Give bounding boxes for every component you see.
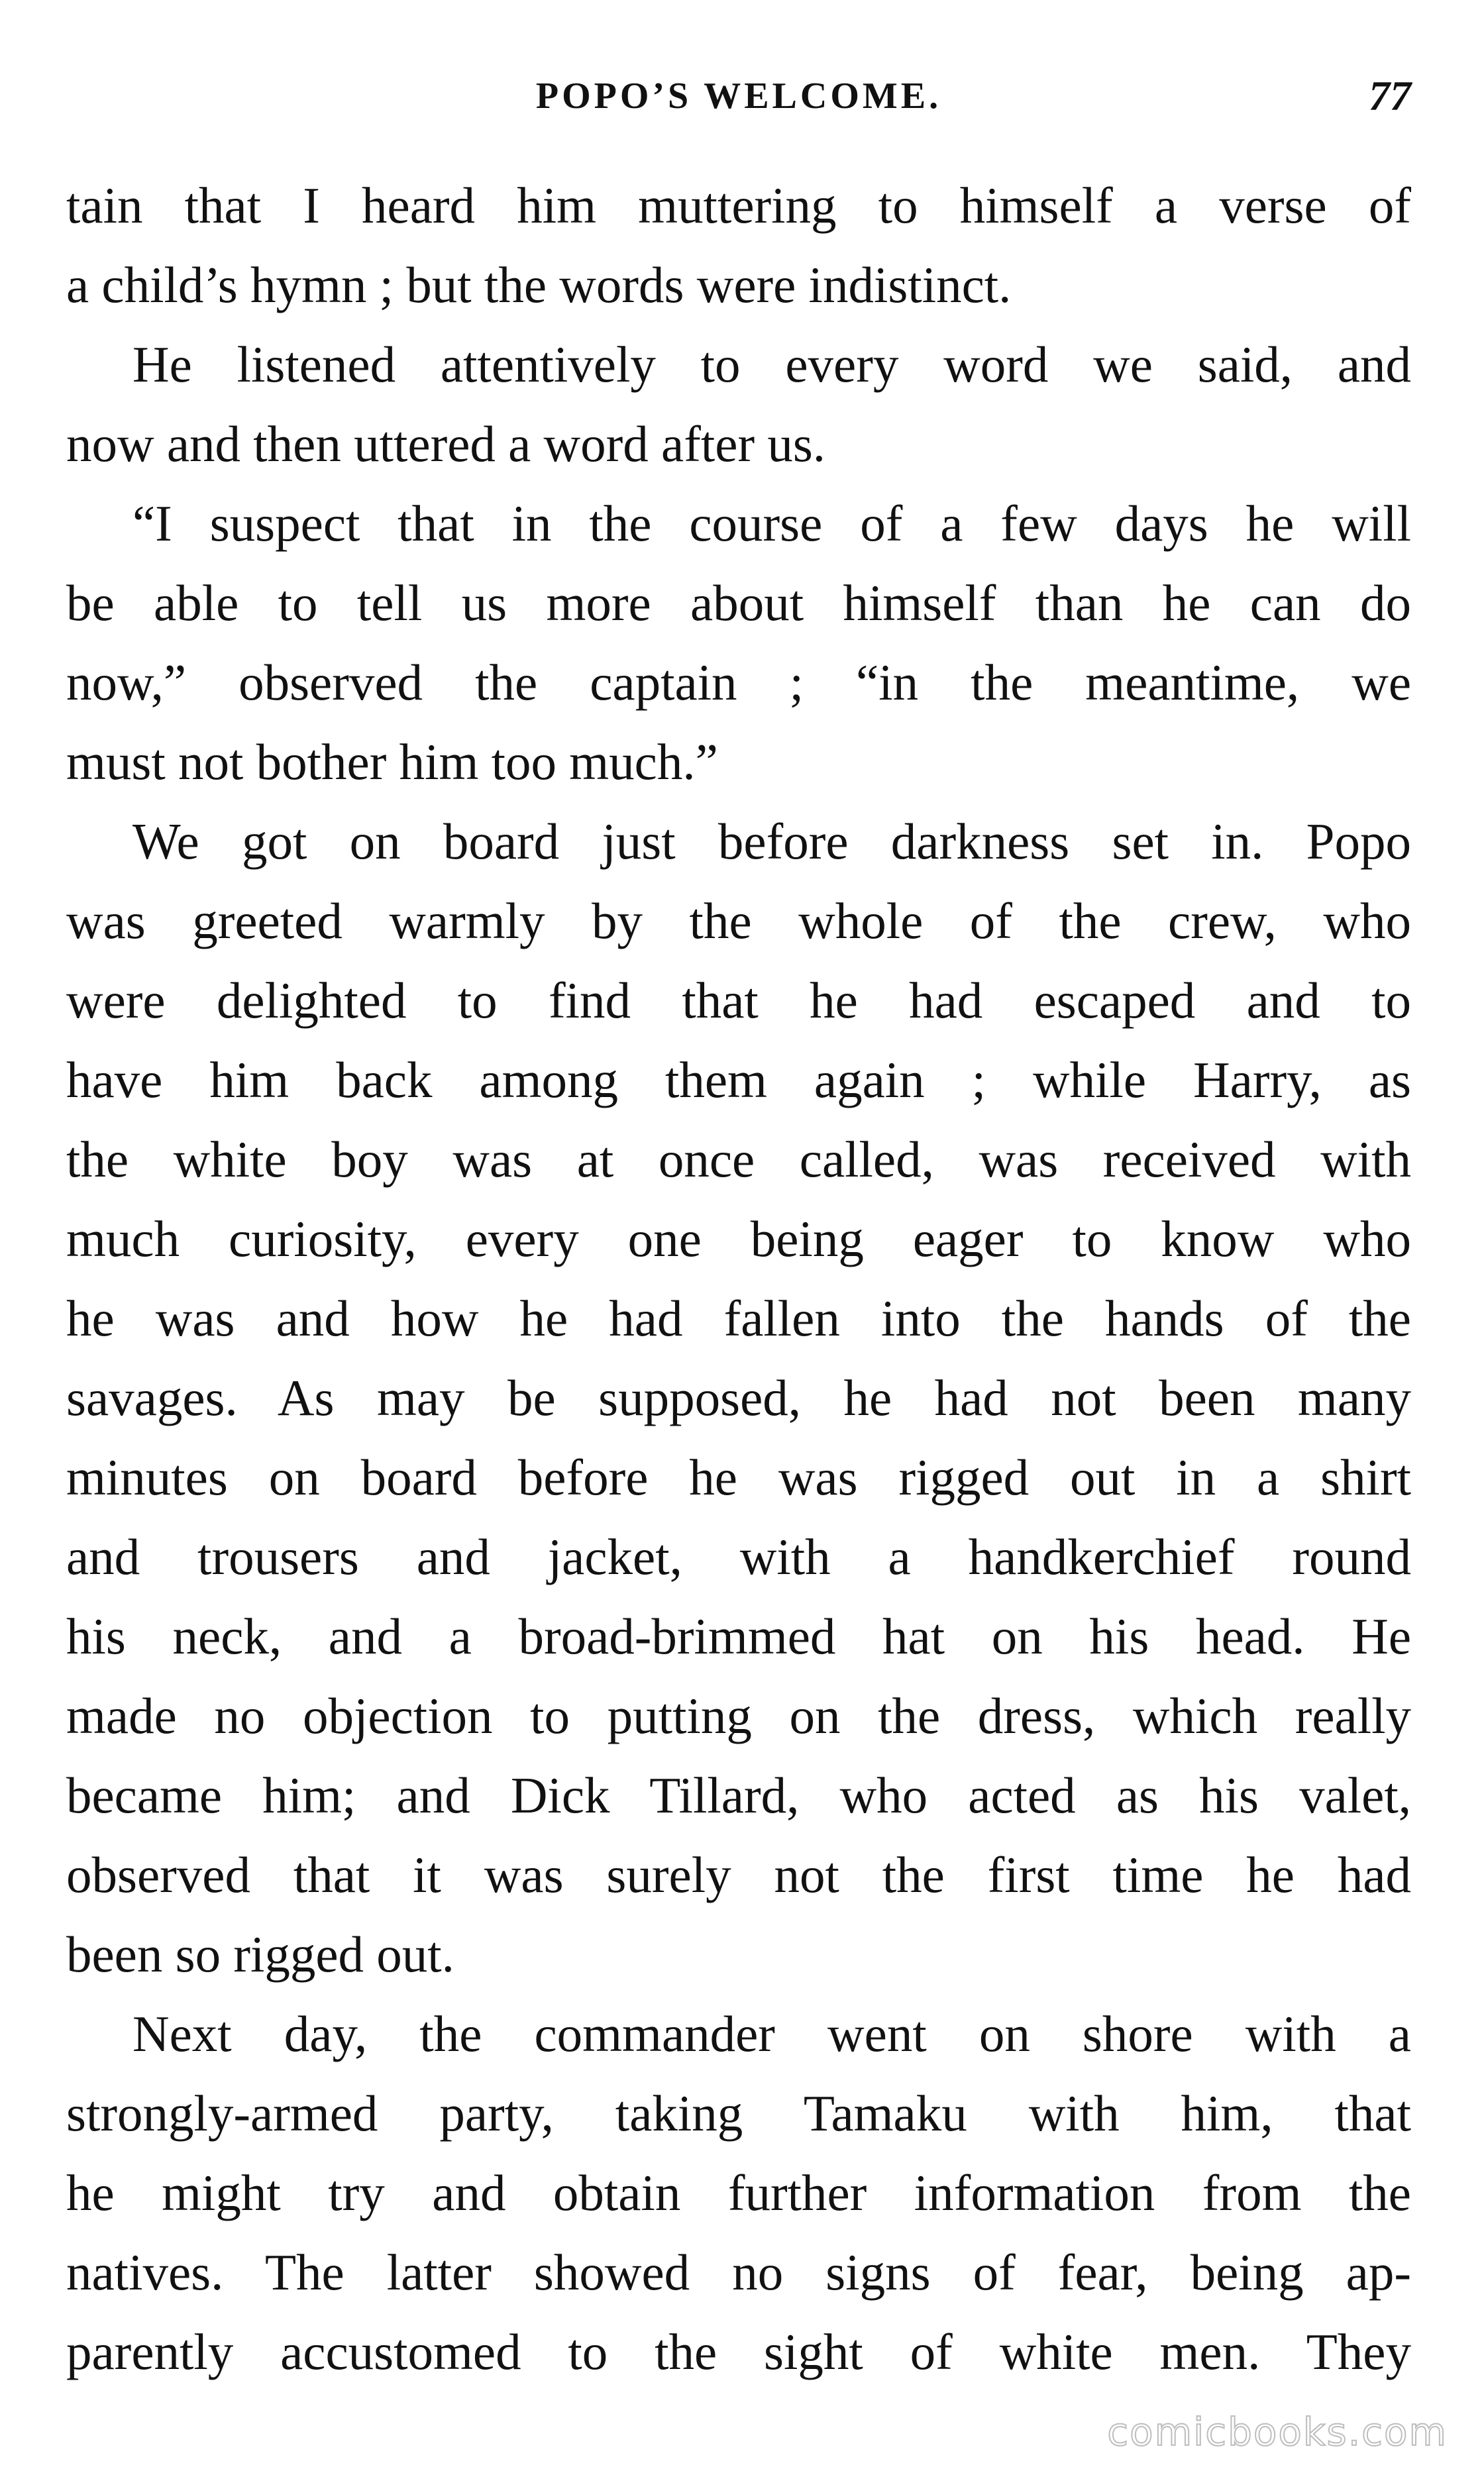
page-number: 77 <box>1369 72 1411 119</box>
text-line: We got on board just before darkness set in. Popo <box>132 813 1411 870</box>
text-line: strongly-armed party, taking Tamaku with him, that <box>66 2085 1411 2142</box>
text-line: his neck, and a broad-brimmed hat on his head. He <box>66 1608 1411 1665</box>
text-line: be able to tell us more about himself than he can do <box>66 574 1411 631</box>
text-line: minutes on board before he was rigged out in a shirt <box>66 1449 1411 1506</box>
text-line: “I suspect that in the course of a few days he will <box>132 495 1411 552</box>
paragraph <box>66 802 1411 1994</box>
text-line: were delighted to find that he had escaped and to <box>66 972 1411 1029</box>
text-line: much curiosity, every one being eager to know who <box>66 1210 1411 1267</box>
text-line: been so rigged out. <box>66 1926 454 1983</box>
text-line: now and then uttered a word after us. <box>66 415 826 472</box>
text-line: must not bother him too much.” <box>66 733 718 790</box>
paragraph <box>66 166 1411 325</box>
page-header <box>66 63 1411 129</box>
body-text <box>66 166 1411 2392</box>
text-line: have him back among them again ; while Harry, as <box>66 1051 1411 1108</box>
text-line: He listened attentively to every word we said, and <box>132 336 1411 393</box>
text-line: parently accustomed to the sight of white men. They <box>66 2323 1411 2380</box>
watermark: comicbooks.com <box>1107 2409 1448 2454</box>
paragraph <box>66 1994 1411 2392</box>
text-line: observed that it was surely not the first time he had <box>66 1846 1411 1903</box>
text-line: now,” observed the captain ; “in the meantime, we <box>66 654 1411 711</box>
text-line: became him; and Dick Tillard, who acted as his valet, <box>66 1767 1411 1824</box>
running-head: POPO’S WELCOME. <box>535 76 942 117</box>
text-line: tain that I heard him muttering to himself a verse of <box>66 177 1411 234</box>
text-line: and trousers and jacket, with a handkerchief round <box>66 1528 1411 1585</box>
text-line: natives. The latter showed no signs of fear, being ap- <box>66 2244 1411 2301</box>
text-line: he was and how he had fallen into the hands of the <box>66 1290 1411 1347</box>
text-line: a child’s hymn ; but the words were indistinct. <box>66 256 1012 313</box>
text-line: savages. As may be supposed, he had not been many <box>66 1369 1411 1426</box>
paragraph <box>66 484 1411 802</box>
text-line: was greeted warmly by the whole of the crew, who <box>66 892 1411 949</box>
text-line: made no objection to putting on the dress, which really <box>66 1687 1411 1744</box>
text-line: the white boy was at once called, was received with <box>66 1131 1411 1188</box>
text-line: he might try and obtain further information from the <box>66 2164 1411 2221</box>
paragraph <box>66 325 1411 484</box>
text-line: Next day, the commander went on shore with a <box>132 2005 1411 2062</box>
